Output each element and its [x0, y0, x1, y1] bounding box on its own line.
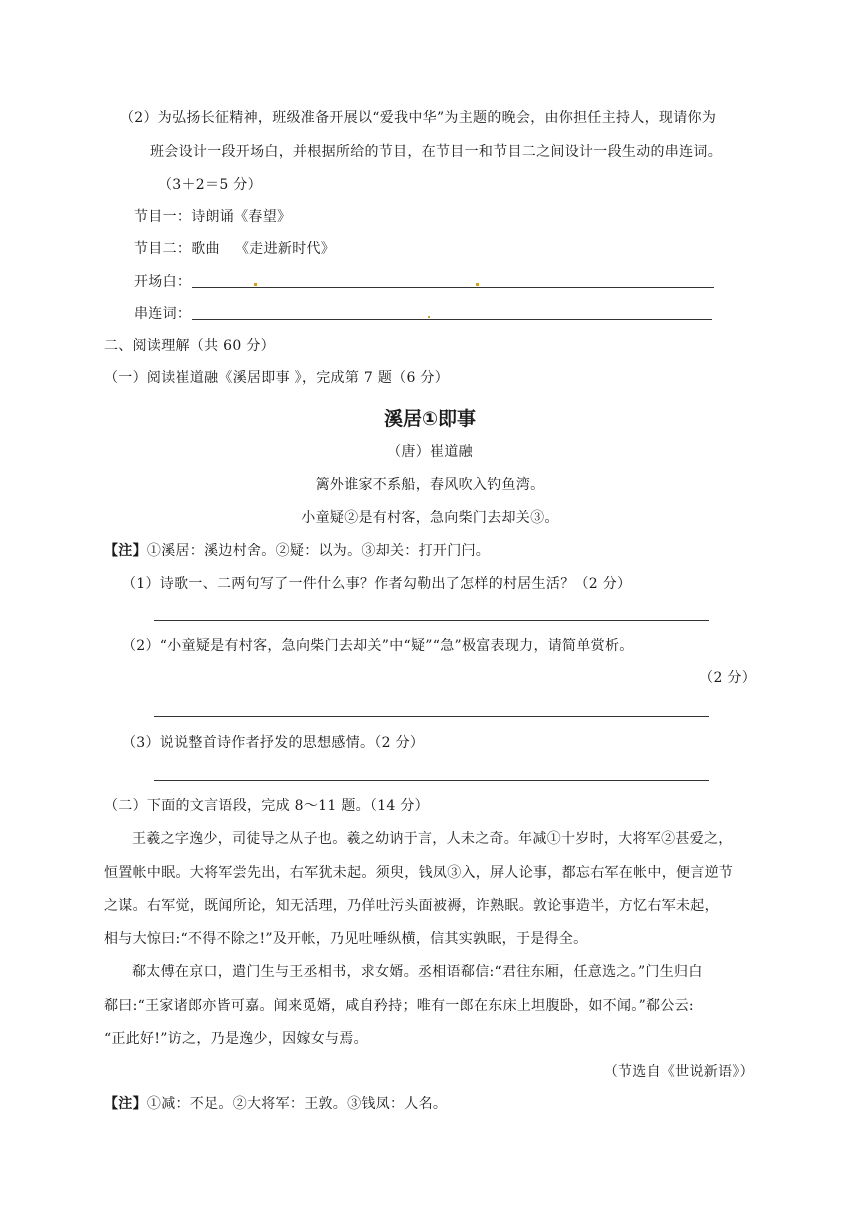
passage-line: 郗太傅在京口，遣门生与王丞相书，求女婿。丞相语郗信:“君往东厢，任意选之。”门生归白 — [132, 964, 703, 980]
poem-title: 溪居①即事 — [383, 408, 477, 430]
poem-note — [104, 541, 490, 561]
program-2-label: 节目二：歌曲 — [134, 241, 220, 257]
link-answer-line[interactable] — [192, 319, 712, 320]
passage-line: 之谋。右军觉，既闻所论，知无活理，乃佯吐污头面被褥，诈熟眠。敦论事造半，方忆右军未起， — [104, 898, 719, 914]
passage-source: （节选自《世说新语》） — [603, 1064, 754, 1080]
note-text: ①减：不足。②大将军：王敦。③钱凤：人名。 — [146, 1096, 448, 1112]
note-tag: 【注】 — [104, 543, 147, 559]
poem-q2: （2）“小童疑是有村客，急向柴门去却关”中“疑”“急”极富表现力，请简单赏析。 — [122, 638, 634, 654]
poem-q3: （3）说说整首诗作者抒发的思想感情。（2 分） — [122, 735, 425, 751]
passage-line: 郗曰:“王家诸郎亦皆可嘉。闻来觅婿，咸自矜持；唯有一郎在东床上坦腹卧，如不闻。”郗公云: — [104, 998, 694, 1014]
program-2-title: 《走进新时代》 — [235, 241, 336, 257]
q2-line2: 班会设计一段开场白，并根据所给的节目，在节目一和节目二之间设计一段生动的串连词。 — [150, 144, 722, 160]
passage-line: 王羲之字逸少，司徒导之从子也。羲之幼讷于言，人未之奇。年减①十岁时，大将军②甚爱之， — [132, 831, 733, 847]
q2-line1: （2）为弘扬长征精神，班级准备开展以“爱我中华”为主题的晚会，由你担任主持人，现请你为 — [120, 110, 717, 126]
passage-note — [104, 1094, 447, 1114]
scan-mark — [476, 283, 479, 286]
passage-line: 相与大惊曰:“不得不除之!”及开帐，乃见吐唾纵横，信其实孰眠，于是得全。 — [104, 931, 588, 947]
program-1: 节目一：诗朗诵《春望》 — [134, 209, 292, 225]
poem-author: （唐）崔道融 — [387, 444, 473, 460]
poem-verse-1: 篱外谁家不系船，春风吹入钓鱼湾。 — [315, 477, 545, 493]
opening-label: 开场白： — [134, 274, 192, 290]
q2-score: （3＋2＝5 分） — [158, 177, 262, 193]
link-label: 串连词： — [134, 306, 192, 322]
q1-answer-line[interactable] — [154, 620, 709, 621]
passage-line: 恒置帐中眠。大将军尝先出，右军犹未起。须臾，钱凤③入，屏人论事，都忘右军在帐中，便言逆节 — [104, 865, 734, 881]
part2-heading: （二）下面的文言语段，完成 8～11 题。（14 分） — [104, 798, 429, 814]
poem-verse-2: 小童疑②是有村客，急向柴门去却关③。 — [301, 510, 559, 526]
poem-q1: （1）诗歌一、二两句写了一件什么事？作者勾勒出了怎样的村居生活？（2 分） — [122, 576, 632, 592]
opening-answer-line[interactable] — [192, 287, 714, 288]
section2-heading: 二、阅读理解（共 60 分） — [104, 338, 275, 354]
q3-answer-line[interactable] — [154, 780, 709, 781]
part1-heading: （一）阅读崔道融《溪居即事 》，完成第 7 题（6 分） — [104, 370, 450, 386]
scan-mark — [428, 316, 430, 318]
passage-line: “正此好!”访之，乃是逸少，因嫁女与焉。 — [104, 1031, 368, 1047]
scan-mark — [254, 283, 257, 286]
poem-q2-score: （2 分） — [699, 670, 756, 686]
q2-answer-line[interactable] — [154, 716, 709, 717]
note-text: ①溪居：溪边村舍。②疑：以为。③却关：打开门闩。 — [146, 543, 491, 559]
note-tag: 【注】 — [104, 1096, 147, 1112]
